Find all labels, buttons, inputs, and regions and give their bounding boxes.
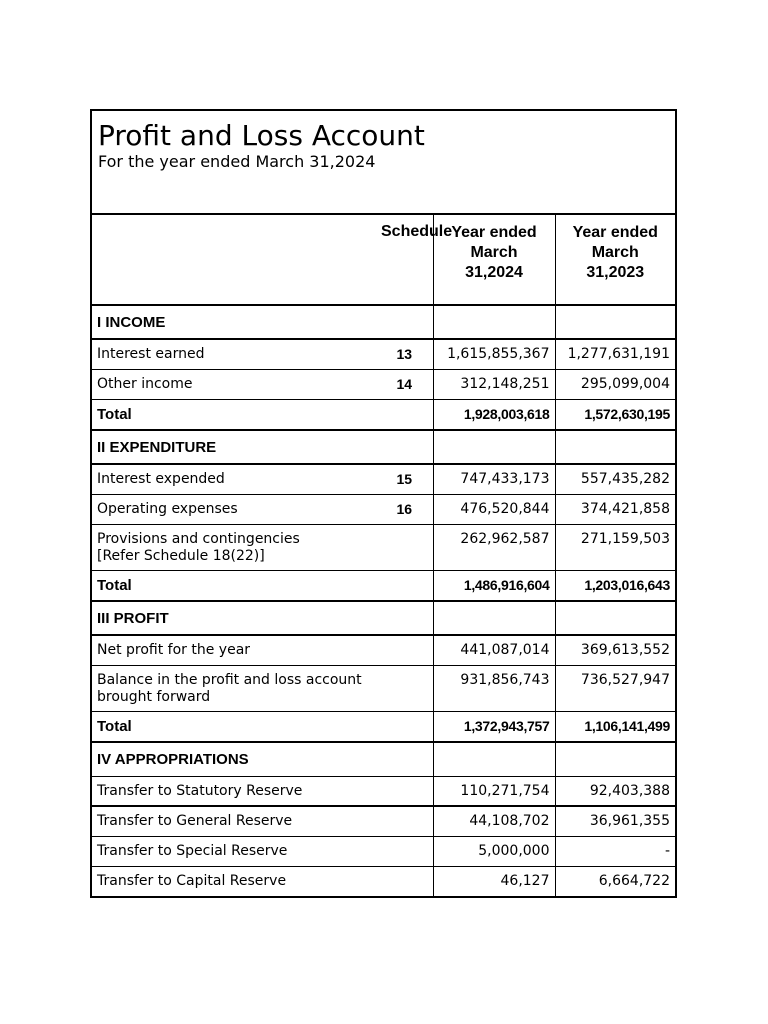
row-label-line1: Provisions and contingencies — [97, 530, 300, 547]
total-value-2023: 1,572,630,195 — [555, 399, 675, 430]
row-value-2023: 1,277,631,191 — [555, 339, 675, 369]
total-value-2023: 1,106,141,499 — [555, 711, 675, 742]
row-value-2024: 46,127 — [433, 866, 555, 896]
row-value-2023: - — [555, 836, 675, 866]
page-subtitle: For the year ended March 31,2024 — [98, 152, 376, 171]
column-header-year-2024 — [433, 215, 555, 305]
row-label — [92, 524, 433, 570]
row-label: Transfer to Statutory Reserve — [92, 776, 433, 806]
row-value-2024: 931,856,743 — [433, 665, 555, 711]
total-value-2024: 1,928,003,618 — [433, 399, 555, 430]
total-value-2024: 1,486,916,604 — [433, 570, 555, 601]
total-label: Total — [92, 399, 433, 430]
row-value-2023: 374,421,858 — [555, 494, 675, 524]
row-schedule: 15 — [376, 464, 433, 494]
table-row — [92, 806, 675, 836]
row-value-2023: 6,664,722 — [555, 866, 675, 896]
row-label — [92, 665, 433, 711]
row-label: Operating expenses — [92, 494, 376, 524]
empty-cell — [433, 742, 555, 776]
total-value-2024: 1,372,943,757 — [433, 711, 555, 742]
row-value-2024: 110,271,754 — [433, 776, 555, 806]
table-row — [92, 369, 675, 399]
section-profit — [92, 601, 675, 635]
profit-loss-statement — [90, 109, 677, 898]
row-label-line2: [Refer Schedule 18(22)] — [97, 547, 265, 564]
row-value-2023: 36,961,355 — [555, 806, 675, 836]
row-value-2024: 44,108,702 — [433, 806, 555, 836]
column-header-schedule: Schedule — [376, 215, 433, 305]
row-schedule: 13 — [376, 339, 433, 369]
empty-cell — [433, 601, 555, 635]
total-row-income — [92, 399, 675, 430]
statement-header — [92, 111, 675, 215]
row-label: Transfer to General Reserve — [92, 806, 433, 836]
column-header-row — [92, 215, 675, 305]
section-heading: IV APPROPRIATIONS — [92, 742, 433, 776]
section-appropriations — [92, 742, 675, 776]
row-value-2024: 1,615,855,367 — [433, 339, 555, 369]
table-row — [92, 665, 675, 711]
row-label: Other income — [92, 369, 376, 399]
statement-table — [92, 215, 675, 896]
row-value-2024: 5,000,000 — [433, 836, 555, 866]
page-title: Profit and Loss Account — [98, 119, 425, 152]
column-header-year-2023 — [555, 215, 675, 305]
year-2023-line2: March — [591, 244, 639, 261]
table-row — [92, 339, 675, 369]
row-value-2023: 557,435,282 — [555, 464, 675, 494]
row-value-2023: 92,403,388 — [555, 776, 675, 806]
empty-cell — [555, 601, 675, 635]
row-value-2024: 441,087,014 — [433, 635, 555, 665]
table-row — [92, 464, 675, 494]
row-label: Net profit for the year — [92, 635, 433, 665]
row-schedule: 14 — [376, 369, 433, 399]
year-2024-line3: 31,2024 — [465, 264, 523, 281]
row-label: Transfer to Special Reserve — [92, 836, 433, 866]
section-income — [92, 305, 675, 339]
column-header-description — [92, 215, 376, 305]
section-heading: II EXPENDITURE — [92, 430, 433, 464]
section-expenditure — [92, 430, 675, 464]
empty-cell — [555, 305, 675, 339]
empty-cell — [555, 430, 675, 464]
table-row — [92, 494, 675, 524]
total-label: Total — [92, 711, 433, 742]
empty-cell — [433, 430, 555, 464]
year-2024-line1: Year ended — [451, 224, 537, 241]
row-value-2024: 476,520,844 — [433, 494, 555, 524]
total-label: Total — [92, 570, 433, 601]
year-2023-line1: Year ended — [572, 224, 658, 241]
row-schedule: 16 — [376, 494, 433, 524]
empty-cell — [433, 305, 555, 339]
section-heading: III PROFIT — [92, 601, 433, 635]
row-value-2024: 312,148,251 — [433, 369, 555, 399]
total-row-expenditure — [92, 570, 675, 601]
row-label: Transfer to Capital Reserve — [97, 873, 287, 890]
table-row — [92, 866, 675, 896]
row-label: Interest expended — [92, 464, 376, 494]
table-row — [92, 836, 675, 866]
year-2024-line2: March — [470, 244, 518, 261]
row-label-line1: Balance in the profit and loss account — [97, 671, 362, 688]
row-value-2023: 295,099,004 — [555, 369, 675, 399]
table-row — [92, 635, 675, 665]
year-2023-line3: 31,2023 — [586, 264, 645, 281]
row-value-2023: 736,527,947 — [555, 665, 675, 711]
table-row — [92, 524, 675, 570]
table-row — [92, 776, 675, 806]
total-row-profit — [92, 711, 675, 742]
row-label-line2: brought forward — [97, 688, 211, 705]
row-value-2023: 369,613,552 — [555, 635, 675, 665]
empty-cell — [555, 742, 675, 776]
row-value-2023: 271,159,503 — [555, 524, 675, 570]
row-label: Interest earned — [92, 339, 376, 369]
row-value-2024: 747,433,173 — [433, 464, 555, 494]
row-value-2024: 262,962,587 — [433, 524, 555, 570]
section-heading: I INCOME — [92, 305, 433, 339]
total-value-2023: 1,203,016,643 — [555, 570, 675, 601]
